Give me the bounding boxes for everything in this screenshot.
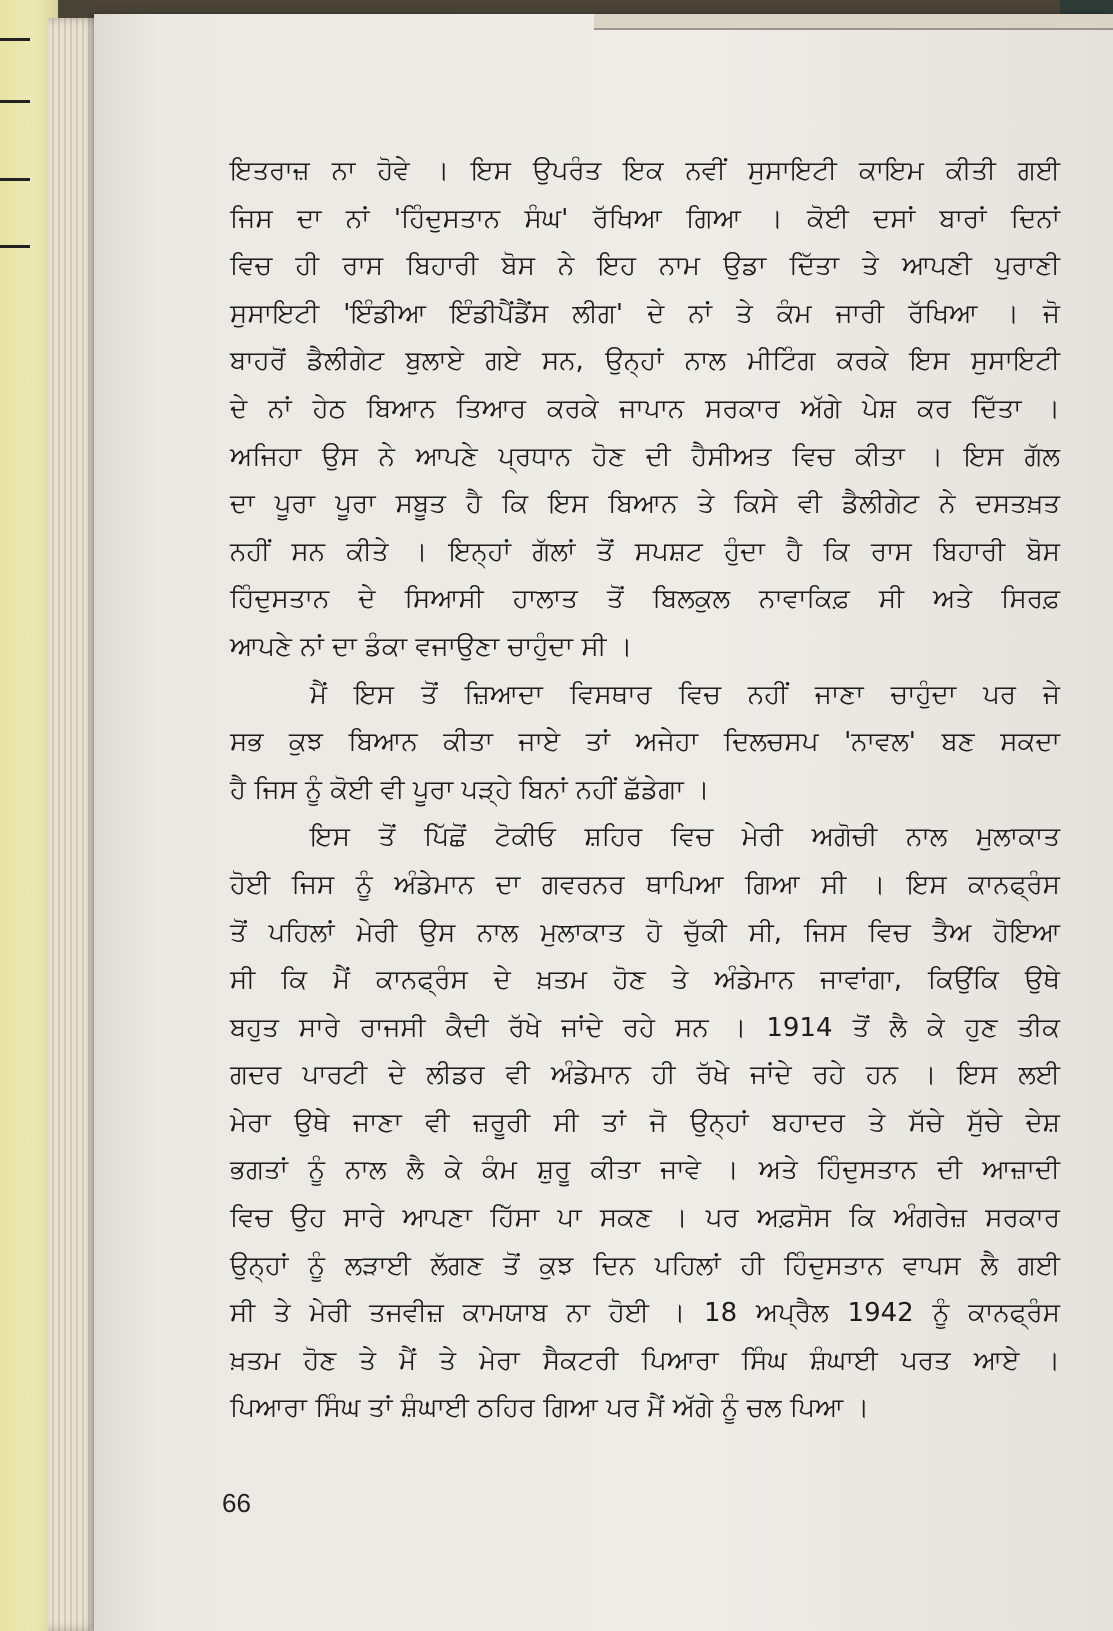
text-line: ਬਾਹਰੋਂ ਡੈਲੀਗੇਟ ਬੁਲਾਏ ਗਏ ਸਨ, ਉਨ੍ਹਾਂ ਨਾਲ ਮੀਟਿੰਗ ਕਰਕੇ ਇਸ ਸੁਸਾਇਟੀ [230, 346, 1060, 377]
text-line: ਸੁਸਾਇਟੀ 'ਇੰਡੀਆ ਇੰਡੀਪੈਂਡੈਂਸ ਲੀਗ' ਦੇ ਨਾਂ ਤੇ ਕੰਮ ਜਾਰੀ ਰੱਖਿਆ । ਜੋ [230, 298, 1060, 329]
paragraph [230, 148, 1060, 672]
text-line: ਇਤਰਾਜ਼ ਨਾ ਹੋਵੇ । ਇਸ ਉਪਰੰਤ ਇਕ ਨਵੀਂ ਸੁਸਾਇਟੀ ਕਾਇਮ ਕੀਤੀ ਗਈ [230, 156, 1060, 186]
text-line: ਖ਼ਤਮ ਹੋਣ ਤੇ ਮੈਂ ਤੇ ਮੇਰਾ ਸੈਕਟਰੀ ਪਿਆਰਾ ਸਿੰਘ ਸ਼ੰਘਾਈ ਪਰਤ ਆਏ । [230, 1345, 1060, 1376]
text-line: ਬਹੁਤ ਸਾਰੇ ਰਾਜਸੀ ਕੈਦੀ ਰੱਖੇ ਜਾਂਦੇ ਰਹੇ ਸਨ । 1914 ਤੋਂ ਲੈ ਕੇ ਹੁਣ ਤੀਕ [230, 1012, 1060, 1043]
text-line: ਜਿਸ ਦਾ ਨਾਂ 'ਹਿੰਦੁਸਤਾਨ ਸੰਘ' ਰੱਖਿਆ ਗਿਆ । ਕੋਈ ਦਸਾਂ ਬਾਰਾਂ ਦਿਨਾਂ [230, 203, 1060, 234]
text-line: ਇਸ ਤੋਂ ਪਿੱਛੋਂ ਟੋਕੀਓ ਸ਼ਹਿਰ ਵਿਚ ਮੇਰੀ ਅਗੋਚੀ ਨਾਲ ਮੁਲਾਕਾਤ [310, 822, 1060, 853]
desk-mark [0, 245, 30, 248]
text-line: ਸੀ ਕਿ ਮੈਂ ਕਾਨਫ੍ਰੰਸ ਦੇ ਖ਼ਤਮ ਹੋਣ ਤੇ ਅੰਡੇਮਾਨ ਜਾਵਾਂਗਾ, ਕਿਉਂਕਿ ਉਥੇ [230, 965, 1060, 996]
text-line: ਸੀ ਤੇ ਮੇਰੀ ਤਜਵੀਜ਼ ਕਾਮਯਾਬ ਨਾ ਹੋਈ । 18 ਅਪ੍ਰੈਲ 1942 ਨੂੰ ਕਾਨਫ੍ਰੰਸ [230, 1298, 1060, 1329]
text-line: ਹਿੰਦੁਸਤਾਨ ਦੇ ਸਿਆਸੀ ਹਾਲਾਤ ਤੋਂ ਬਿਲਕੁਲ ਨਾਵਾਕਿਫ਼ ਸੀ ਅਤੇ ਸਿਰਫ਼ [230, 584, 1060, 615]
text-line: ਆਪਣੇ ਨਾਂ ਦਾ ਡੰਕਾ ਵਜਾਉਣਾ ਚਾਹੁੰਦਾ ਸੀ । [230, 631, 633, 662]
text-line: ਵਿਚ ਉਹ ਸਾਰੇ ਆਪਣਾ ਹਿੱਸਾ ਪਾ ਸਕਣ । ਪਰ ਅਫ਼ਸੋਸ ਕਿ ਅੰਗਰੇਜ਼ ਸਰਕਾਰ [230, 1203, 1060, 1234]
text-line: ਦੇ ਨਾਂ ਹੇਠ ਬਿਆਨ ਤਿਆਰ ਕਰਕੇ ਜਾਪਾਨ ਸਰਕਾਰ ਅੱਗੇ ਪੇਸ਼ ਕਰ ਦਿੱਤਾ । [230, 393, 1060, 424]
body-text [230, 148, 1060, 1433]
text-line: ਹੋਈ ਜਿਸ ਨੂੰ ਅੰਡੇਮਾਨ ਦਾ ਗਵਰਨਰ ਥਾਪਿਆ ਗਿਆ ਸੀ । ਇਸ ਕਾਨਫ੍ਰੰਸ [230, 869, 1060, 900]
text-line: ਦਾ ਪੂਰਾ ਪੂਰਾ ਸਬੂਤ ਹੈ ਕਿ ਇਸ ਬਿਆਨ ਤੇ ਕਿਸੇ ਵੀ ਡੈਲੀਗੇਟ ਨੇ ਦਸਤਖ਼ਤ [230, 489, 1060, 520]
page-number: 66 [222, 1488, 251, 1518]
desk-mark [0, 100, 30, 103]
paragraph [230, 814, 1060, 1433]
text-line: ਮੇਰਾ ਉਥੇ ਜਾਣਾ ਵੀ ਜ਼ਰੂਰੀ ਸੀ ਤਾਂ ਜੋ ਉਨ੍ਹਾਂ ਬਹਾਦਰ ਤੇ ਸੱਚੇ ਸੁੱਚੇ ਦੇਸ਼ [230, 1107, 1060, 1138]
paragraph [230, 672, 1060, 815]
text-line: ਵਿਚ ਹੀ ਰਾਸ ਬਿਹਾਰੀ ਬੋਸ ਨੇ ਇਹ ਨਾਮ ਉਡਾ ਦਿੱਤਾ ਤੇ ਆਪਣੀ ਪੁਰਾਣੀ [230, 251, 1060, 282]
page-top-strip [594, 14, 1113, 30]
text-line: ਤੋਂ ਪਹਿਲਾਂ ਮੇਰੀ ਉਸ ਨਾਲ ਮੁਲਾਕਾਤ ਹੋ ਚੁੱਕੀ ਸੀ, ਜਿਸ ਵਿਚ ਤੈਅ ਹੋਇਆ [230, 917, 1060, 948]
text-line: ਭਗਤਾਂ ਨੂੰ ਨਾਲ ਲੈ ਕੇ ਕੰਮ ਸ਼ੁਰੂ ਕੀਤਾ ਜਾਵੇ । ਅਤੇ ਹਿੰਦੁਸਤਾਨ ਦੀ ਆਜ਼ਾਦੀ [230, 1155, 1060, 1186]
text-line: ਪਿਆਰਾ ਸਿੰਘ ਤਾਂ ਸ਼ੰਘਾਈ ਠਹਿਰ ਗਿਆ ਪਰ ਮੈਂ ਅੱਗੇ ਨੂੰ ਚਲ ਪਿਆ । [230, 1393, 870, 1424]
text-line: ਨਹੀਂ ਸਨ ਕੀਤੇ । ਇਨ੍ਹਾਂ ਗੱਲਾਂ ਤੋਂ ਸਪਸ਼ਟ ਹੁੰਦਾ ਹੈ ਕਿ ਰਾਸ ਬਿਹਾਰੀ ਬੋਸ [230, 536, 1060, 567]
text-line: ਅਜਿਹਾ ਉਸ ਨੇ ਆਪਣੇ ਪ੍ਰਧਾਨ ਹੋਣ ਦੀ ਹੈਸੀਅਤ ਵਿਚ ਕੀਤਾ । ਇਸ ਗੱਲ [230, 441, 1060, 472]
desk-mark [0, 178, 30, 181]
desk-mark [0, 38, 30, 41]
text-line: ਉਨ੍ਹਾਂ ਨੂੰ ਲੜਾਈ ਲੱਗਣ ਤੋਂ ਕੁਝ ਦਿਨ ਪਹਿਲਾਂ ਹੀ ਹਿੰਦੁਸਤਾਨ ਵਾਪਸ ਲੈ ਗਈ [230, 1250, 1060, 1281]
text-line: ਹੈ ਜਿਸ ਨੂੰ ਕੋਈ ਵੀ ਪੂਰਾ ਪੜ੍ਹੇ ਬਿਨਾਂ ਨਹੀਂ ਛੱਡੇਗਾ । [230, 774, 710, 805]
text-line: ਮੈਂ ਇਸ ਤੋਂ ਜ਼ਿਆਦਾ ਵਿਸਥਾਰ ਵਿਚ ਨਹੀਂ ਜਾਣਾ ਚਾਹੁੰਦਾ ਪਰ ਜੇ [310, 679, 1060, 710]
text-line: ਗਦਰ ਪਾਰਟੀ ਦੇ ਲੀਡਰ ਵੀ ਅੰਡੇਮਾਨ ਹੀ ਰੱਖੇ ਜਾਂਦੇ ਰਹੇ ਹਨ । ਇਸ ਲਈ [230, 1060, 1060, 1091]
text-line: ਸਭ ਕੁਝ ਬਿਆਨ ਕੀਤਾ ਜਾਏ ਤਾਂ ਅਜੇਹਾ ਦਿਲਚਸਪ 'ਨਾਵਲ' ਬਣ ਸਕਦਾ [230, 727, 1060, 758]
